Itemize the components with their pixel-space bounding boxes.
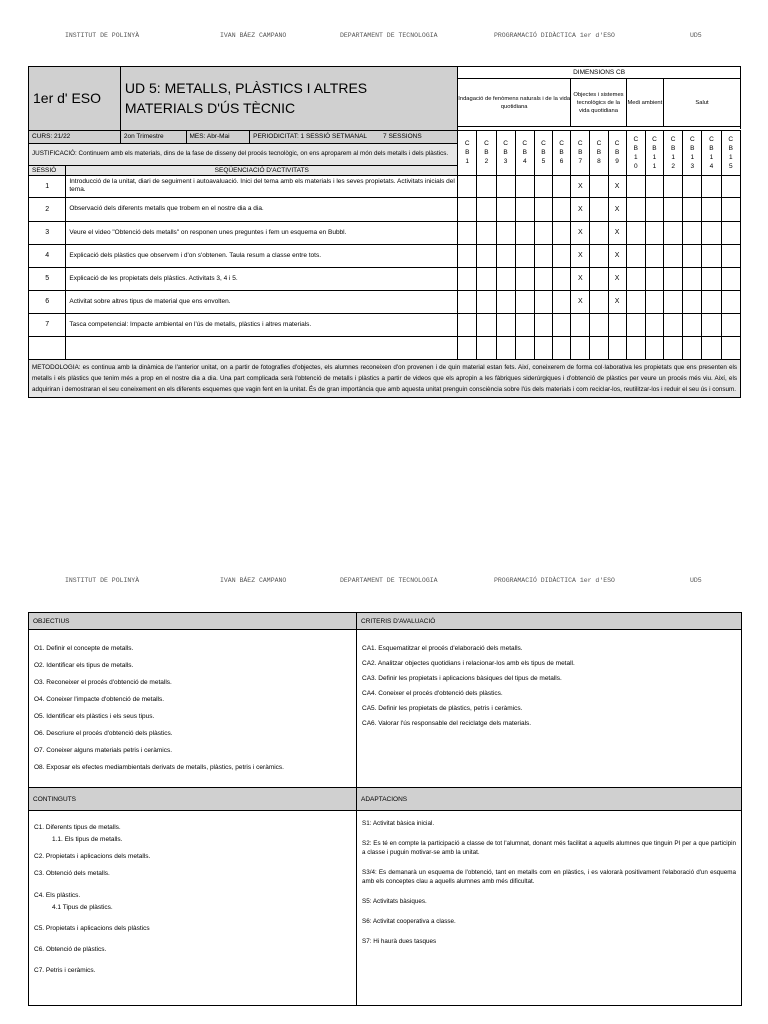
list-item: CA2. Analitzar objectes quotidians i relacionar-los amb els tipus de metall. (362, 660, 575, 667)
cb-mark (702, 267, 721, 290)
contents-list (29, 811, 357, 1006)
criteria-list (357, 630, 742, 788)
adaptations-title: ADAPTACIONS (357, 788, 742, 811)
table-row (29, 221, 741, 244)
cb-mark (645, 175, 663, 197)
header-programme: PROGRAMACIÓ DIDÀCTICA 1er d'ESO (494, 577, 615, 584)
cb-mark (458, 290, 477, 313)
page-header-2 (0, 577, 768, 589)
list-item: 1.1. Els tipus de metalls. (52, 836, 123, 843)
cb-mark (702, 221, 721, 244)
list-item: S5: Activitats bàsiques. (362, 898, 427, 905)
list-item: S3/4: Es demanarà un esquema de l'obtenció, tant en metalls com en plàstics, i es valorarà positivament l'elaboració d'un esquema amb els conceptes clau a aquells alumnes amb més dificultat. (362, 869, 736, 885)
cb-mark (477, 290, 496, 313)
session-activity: Observació dels diferents metalls que trobem en el nostre dia a dia. (66, 197, 458, 221)
cb-mark (664, 221, 683, 244)
cb-mark: X (608, 290, 626, 313)
cb-mark (515, 197, 534, 221)
cb-mark (515, 313, 534, 336)
header-author: IVAN BÁEZ CAMPANO (220, 32, 287, 39)
cb-mark (534, 313, 552, 336)
periodicity-text: PERIODICITAT: 1 SESSIÓ SETMANAL (253, 133, 368, 140)
list-item: S6: Activitat cooperativa a classe. (362, 918, 456, 925)
cb-header-11: C B 1 1 (645, 130, 663, 175)
cb-mark (645, 336, 663, 359)
cb-mark (496, 175, 515, 197)
table-row (29, 175, 741, 197)
cb-mark (534, 197, 552, 221)
cb-mark (534, 221, 552, 244)
cb-mark (683, 290, 702, 313)
cb-mark (590, 336, 608, 359)
header-school: INSTITUT DE POLINYÀ (65, 32, 140, 39)
sequence-col-header: SEQÜENCIACIÓ D'ACTIVITATS (66, 165, 458, 175)
cb-mark (477, 175, 496, 197)
list-item: O7. Coneixer alguns materials petris i ceràmics. (34, 747, 172, 754)
objectives-title: OBJECTIUS (29, 613, 357, 630)
cb-mark (553, 244, 571, 267)
list-item: CA6. Valorar l'ús responsable del reciclatge dels materials. (362, 720, 532, 727)
cb-mark (664, 313, 683, 336)
cb-mark (664, 175, 683, 197)
cb-mark (645, 267, 663, 290)
sessions-count: 7 SESSIONS (383, 133, 422, 140)
cb-mark (626, 336, 645, 359)
list-item: C1. Diferents tipus de metalls. (34, 824, 121, 831)
cb-mark (626, 313, 645, 336)
cb-mark (534, 290, 552, 313)
list-item: S1: Activitat bàsica inicial. (362, 820, 435, 827)
cb-mark (664, 267, 683, 290)
cb-mark (590, 197, 608, 221)
list-item: CA5. Definir les propietats de plàstics, petris i ceràmics. (362, 705, 523, 712)
list-item: CA3. Definir les propietats i aplicacions bàsiques del tipus de metalls. (362, 675, 562, 682)
session-activity: Explicació dels plàstics que observem i d'on s'obtenen. Taula resum a classe entre tots. (66, 244, 458, 267)
cb-mark: X (608, 175, 626, 197)
session-number: 6 (29, 290, 66, 313)
cb-header-7: C B 7 (571, 130, 590, 175)
cb-header-10: C B 1 0 (626, 130, 645, 175)
cb-mark (608, 313, 626, 336)
cb-mark (702, 175, 721, 197)
cb-mark (458, 244, 477, 267)
cb-header-12: C B 1 2 (664, 130, 683, 175)
cb-mark (683, 175, 702, 197)
list-item: CA1. Esquematitzar el procés d'elaboració dels metalls. (362, 645, 523, 652)
cb-header-9: C B 9 (608, 130, 626, 175)
cb-mark (721, 244, 740, 267)
cb-mark (553, 197, 571, 221)
cb-mark (458, 336, 477, 359)
cb-mark (458, 175, 477, 197)
cb-mark (626, 175, 645, 197)
list-item: C6. Obtenció de plàstics. (34, 946, 107, 953)
cb-header-4: C B 4 (515, 130, 534, 175)
list-item: O1. Definir el concepte de metalls. (34, 645, 134, 652)
cb-mark: X (608, 197, 626, 221)
cb-mark (683, 267, 702, 290)
session-activity (66, 336, 458, 359)
cb-mark (702, 290, 721, 313)
cb-mark (477, 313, 496, 336)
unit-planning-table (28, 66, 741, 398)
cb-mark (571, 336, 590, 359)
cb-mark (626, 197, 645, 221)
cb-mark: X (608, 221, 626, 244)
cb-header-13: C B 1 3 (683, 130, 702, 175)
cb-mark (477, 336, 496, 359)
cb-mark (534, 175, 552, 197)
cb-mark (721, 290, 740, 313)
header-department: DEPARTAMENT DE TECNOLOGIA (340, 32, 438, 39)
header-unit: UD5 (690, 32, 702, 39)
cb-mark (496, 244, 515, 267)
periodicity-cell (250, 130, 458, 143)
cb-mark (721, 221, 740, 244)
dimension-group-1: Indagació de fenòmens naturals i de la vida quotidiana (458, 79, 571, 127)
list-item: O5. Identificar els plàstics i els seus tipus. (34, 713, 155, 720)
cb-mark (645, 197, 663, 221)
cb-mark (515, 221, 534, 244)
cb-mark (515, 244, 534, 267)
cb-mark (664, 290, 683, 313)
cb-mark (721, 267, 740, 290)
cb-mark (721, 336, 740, 359)
cb-mark (664, 244, 683, 267)
table-row (29, 267, 741, 290)
cb-mark (534, 244, 552, 267)
cb-mark (664, 336, 683, 359)
cb-mark (590, 313, 608, 336)
cb-mark (553, 313, 571, 336)
list-item: S2: Es té en compte la participació a classe de tot l'alumnat, donant més facilitat a aquells alumnes que tinguin PI per a que participin a classe i puguin motivar-se amb la unitat. (362, 840, 736, 856)
cb-mark (721, 175, 740, 197)
cb-mark: X (571, 290, 590, 313)
cb-mark (515, 290, 534, 313)
cb-mark (458, 221, 477, 244)
session-activity: Introducció de la unitat, diari de seguiment i autoavaluació. Inici del tema amb els materials i les seves propietats. Activitats inicials del tema. (66, 175, 458, 197)
cb-mark (571, 313, 590, 336)
contents-title: CONTINGUTS (29, 788, 357, 811)
session-number: 7 (29, 313, 66, 336)
page-header (0, 32, 768, 44)
dimension-group-4: Salut (664, 79, 741, 127)
cb-mark (496, 197, 515, 221)
list-item: S7: Hi haurà dues tasques (362, 938, 437, 945)
cb-mark (683, 313, 702, 336)
cb-mark (477, 267, 496, 290)
cb-mark (515, 267, 534, 290)
table-row (29, 244, 741, 267)
cb-mark (477, 244, 496, 267)
cb-mark (608, 336, 626, 359)
cb-mark (496, 313, 515, 336)
list-item: O2. Identificar els tipus de metalls. (34, 662, 134, 669)
list-item: C2. Propietats i aplicacions dels metalls. (34, 853, 151, 860)
list-item: C3. Obtenció dels metalls. (34, 870, 110, 877)
objectives-table (28, 612, 742, 1006)
cb-header-3: C B 3 (496, 130, 515, 175)
session-activity: Veure el video "Obtenció dels metalls" on responen unes preguntes i fem un esquema en Bubbl. (66, 221, 458, 244)
table-row (29, 197, 741, 221)
list-item: O4. Coneixer l'impacte d'obtenció de metalls. (34, 696, 165, 703)
cb-mark: X (571, 197, 590, 221)
cb-mark (645, 221, 663, 244)
cb-mark (626, 244, 645, 267)
header-author: IVAN BÁEZ CAMPANO (220, 577, 287, 584)
session-number: 5 (29, 267, 66, 290)
cb-mark (553, 221, 571, 244)
cb-mark (683, 244, 702, 267)
cb-mark (496, 290, 515, 313)
session-activity: Explicació de les propietats dels plàstics. Activitats 3, 4 i 5. (66, 267, 458, 290)
cb-mark (590, 290, 608, 313)
cb-mark (721, 197, 740, 221)
cb-mark (477, 197, 496, 221)
session-number: 4 (29, 244, 66, 267)
cb-mark (645, 313, 663, 336)
cb-mark (515, 175, 534, 197)
level-cell: 1er d' ESO (29, 67, 121, 131)
cb-mark: X (571, 221, 590, 244)
cb-header-8: C B 8 (590, 130, 608, 175)
criteria-title: CRITERIS D'AVALUACIÓ (357, 613, 742, 630)
session-number: 2 (29, 197, 66, 221)
cb-mark (590, 267, 608, 290)
header-school: INSTITUT DE POLINYÀ (65, 577, 140, 584)
cb-mark (553, 290, 571, 313)
cb-mark: X (571, 244, 590, 267)
unit-title-line1: UD 5: METALLS, PLÀSTICS I ALTRES (124, 80, 368, 97)
cb-mark (496, 267, 515, 290)
header-unit: UD5 (690, 577, 702, 584)
course-cell: CURS: 21/22 (29, 130, 121, 143)
cb-mark (702, 197, 721, 221)
cb-mark (496, 221, 515, 244)
cb-mark (626, 221, 645, 244)
session-activity: Tasca competencial: Impacte ambiental en l'ús de metalls, plàstics i altres materials. (66, 313, 458, 336)
session-number (29, 336, 66, 359)
term-cell: 2on Trimestre (120, 130, 186, 143)
objectives-list (29, 630, 357, 788)
unit-title-line2: MATERIALS D'ÚS TÈCNIC (124, 100, 296, 117)
cb-mark: X (571, 267, 590, 290)
cb-mark (645, 290, 663, 313)
cb-mark (721, 313, 740, 336)
cb-mark: X (608, 244, 626, 267)
list-item: O6. Descriure el procés d'obtenció dels plàstics. (34, 730, 173, 737)
header-programme: PROGRAMACIÓ DIDÀCTICA 1er d'ESO (494, 32, 615, 39)
cb-header-5: C B 5 (534, 130, 552, 175)
cb-mark (702, 244, 721, 267)
header-department: DEPARTAMENT DE TECNOLOGIA (340, 577, 438, 584)
cb-mark (458, 313, 477, 336)
cb-mark (626, 267, 645, 290)
cb-mark (534, 336, 552, 359)
list-item: O3. Reconeixer el procés d'obtenció de metalls. (34, 679, 172, 686)
cb-mark (496, 336, 515, 359)
cb-mark (458, 267, 477, 290)
dimension-group-2: Objectes i sistemes tecnològics de la vida quotidiana (571, 79, 627, 127)
cb-mark: X (571, 175, 590, 197)
cb-mark (590, 175, 608, 197)
cb-header-15: C B 1 5 (721, 130, 740, 175)
cb-mark (553, 267, 571, 290)
cb-header-14: C B 1 4 (702, 130, 721, 175)
table-row (29, 290, 741, 313)
cb-mark: X (608, 267, 626, 290)
cb-mark (477, 221, 496, 244)
cb-mark (458, 197, 477, 221)
cb-mark (683, 197, 702, 221)
month-cell: MES: Abr-Mai (186, 130, 250, 143)
list-item: O8. Exposar els efectes mediambientals derivats de metalls, plàstics, petris i ceràmics. (34, 764, 284, 771)
cb-mark (534, 267, 552, 290)
list-item: 4.1 Tipus de plàstics. (52, 904, 113, 911)
cb-mark (683, 336, 702, 359)
cb-mark (702, 313, 721, 336)
cb-mark (702, 336, 721, 359)
dimensions-title: DIMENSIONS CB (458, 67, 741, 79)
table-row (29, 313, 741, 336)
adaptations-list (357, 811, 742, 1006)
list-item: C4. Els plàstics. (34, 892, 81, 899)
session-activity: Activitat sobre altres tipus de material que ens envolten. (66, 290, 458, 313)
list-item: CA4. Coneixer el procés d'obtenció dels plàstics. (362, 690, 503, 697)
cb-mark (590, 221, 608, 244)
cb-header-1: C B 1 (458, 130, 477, 175)
cb-header-6: C B 6 (553, 130, 571, 175)
table-row (29, 336, 741, 359)
justification: JUSTIFICACIÓ: Continuem amb els materials, dins de la fase de disseny del procés tecnològic, on ens aproparem al món dels metalls i dels plàstics. (29, 143, 458, 165)
session-number: 3 (29, 221, 66, 244)
session-col-header: SESSIÓ (29, 165, 66, 175)
list-item: C7. Petris i ceràmics. (34, 967, 96, 974)
unit-title (120, 67, 457, 131)
list-item: C5. Propietats i aplicacions dels plàstics (34, 925, 150, 932)
cb-mark (553, 336, 571, 359)
session-number: 1 (29, 175, 66, 197)
cb-mark (553, 175, 571, 197)
cb-mark (683, 221, 702, 244)
cb-mark (626, 290, 645, 313)
cb-mark (664, 197, 683, 221)
cb-mark (515, 336, 534, 359)
cb-mark (590, 244, 608, 267)
cb-header-2: C B 2 (477, 130, 496, 175)
methodology: METODOLOGIA: es continua amb la dinàmica de l'anterior unitat, on a partir de fotografies d'objectes, els alumnes reconeixen d'on provenen i de quin material estan fets. Així, coneixerem de forma col·laborativa les propietats que ens presenten els metalls i els plàstics que tenim més a prop en el nostre dia a dia. Una part complicada serà l'obtenció de metalls i plàstics a partir de videos que els apropin a les fàbriques siderúrgiques i d'obtenció de plàstics per veure un procés més viu. Així, els adquiriran i demostraran el seu coneixement en els diferents esquemes que vagin fent en la unitat. És de gran importància que amb aquesta unitat prenguin consciència sobre l'ús dels materials i com reciclar-los, reutilitzar-los i reduir el seu ús i consum. (29, 359, 741, 397)
cb-mark (645, 244, 663, 267)
dimension-group-3: Medi ambient (626, 79, 663, 127)
